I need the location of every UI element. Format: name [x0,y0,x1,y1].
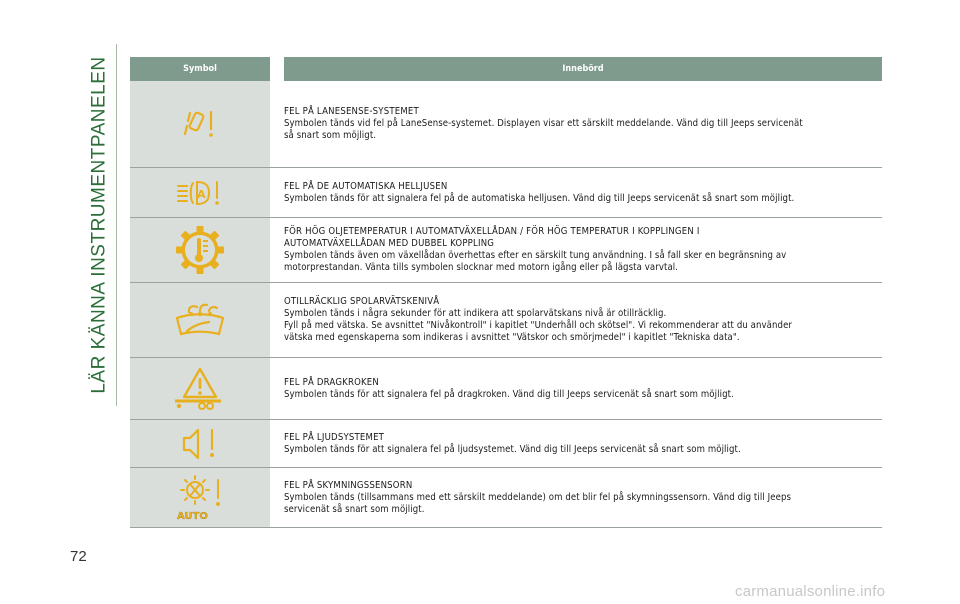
meaning-cell [284,420,882,467]
row-text-line: Symbolen tänds (tillsammans med ett särskilt meddelande) om det blir fel på skymningssensorn. Vänd dig till Jeeps [284,491,792,503]
symbol-cell [130,81,270,167]
row-title: FEL PÅ LANESENSE-SYSTEMET [284,106,419,117]
row-text-line: motorprestandan. Vänta tills symbolen slocknar med motorn igång eller på lägsta varvtal. [284,262,679,273]
row-text-line: Fyll på med vätska. Se avsnittet "Nivåkontroll" i kapitlet "Underhåll och skötsel". Vi rekommenderar att du använder [284,320,793,331]
symbol-cell [130,218,270,282]
table-header [130,57,882,81]
washer-fluid-icon [173,300,227,340]
audio-system-warning-icon [180,425,220,463]
side-divider [116,44,117,406]
row-title: FEL PÅ DRAGKROKEN [284,376,379,388]
symbol-cell [130,283,270,357]
row-text-line: vätska med egenskaperna som indikeras i avsnittet "Vätskor och smörjmedel" i kapitlet "Tekniska data". [284,332,740,343]
row-text-line: Symbolen tänds i några sekunder för att indikera att spolarvätskans nivå är otillräcklig. [284,308,667,319]
header-meaning: Innebörd [284,57,882,81]
table-row [130,283,882,358]
row-text-line: Symbolen tänds för att signalera fel på de automatiska helljusen. Vänd dig till Jeeps servicenät så snart som möjligt. [284,192,795,204]
symbol-cell [130,420,270,467]
row-title: FEL PÅ SKYMNINGSSENSORN [284,479,413,491]
auto-icon-label: AUTO [177,510,208,522]
meaning-cell [284,283,882,357]
row-title: FÖR HÖG OLJETEMPERATUR I AUTOMATVÄXELLÅDAN / FÖR HÖG TEMPERATUR I KOPPLINGEN I [284,226,700,237]
tow-hook-warning-icon [173,366,227,412]
watermark: carmanualsonline.info [735,583,886,600]
side-chapter-title [80,44,120,414]
side-chapter-title-text: LÄR KÄNNA INSTRUMENTPANELEN [89,56,110,394]
table-row [130,468,882,528]
twilight-sensor-warning-icon [174,474,226,522]
table-row [130,218,882,283]
symbol-cell [130,358,270,419]
page-number: 72 [70,548,87,565]
row-text-line: Symbolen tänds även om växellådan överhettas efter en särskilt tung användning. I så fall sker en begränsning av [284,250,787,261]
symbol-cell [130,168,270,217]
symbol-cell [130,468,270,527]
row-title: FEL PÅ LJUDSYSTEMET [284,431,385,443]
meaning-cell [284,218,882,282]
lanesense-warning-icon [178,104,222,144]
auto-high-beam-warning-icon [175,177,225,209]
row-text-line: så snart som möjligt. [284,130,377,141]
meaning-cell [284,81,882,167]
meaning-cell [284,358,882,419]
row-text-line: servicenät så snart som möjligt. [284,503,425,515]
row-text-line: Symbolen tänds vid fel på LaneSense-systemet. Displayen visar ett särskilt meddelande. Vänd dig till Jeeps servicenät [284,118,803,129]
row-title: FEL PÅ DE AUTOMATISKA HELLJUSEN [284,180,448,192]
table-row [130,168,882,218]
row-text-line: Symbolen tänds för att signalera fel på dragkroken. Vänd dig till Jeeps servicenät så snart som möjligt. [284,388,734,400]
warning-lights-table [130,57,882,528]
meaning-cell [284,468,882,527]
row-title: OTILLRÄCKLIG SPOLARVÄTSKENIVÅ [284,296,440,307]
meaning-cell [284,168,882,217]
svg-text:A: A [197,187,206,201]
table-row [130,420,882,468]
header-symbol: Symbol [130,57,270,81]
table-row [130,81,882,168]
row-text-line: Symbolen tänds för att signalera fel på ljudsystemet. Vänd dig till Jeeps servicenät så snart som möjligt. [284,443,741,455]
transmission-temperature-icon [174,224,226,276]
row-title: AUTOMATVÄXELLÅDAN MED DUBBEL KOPPLING [284,238,495,249]
table-row [130,358,882,420]
